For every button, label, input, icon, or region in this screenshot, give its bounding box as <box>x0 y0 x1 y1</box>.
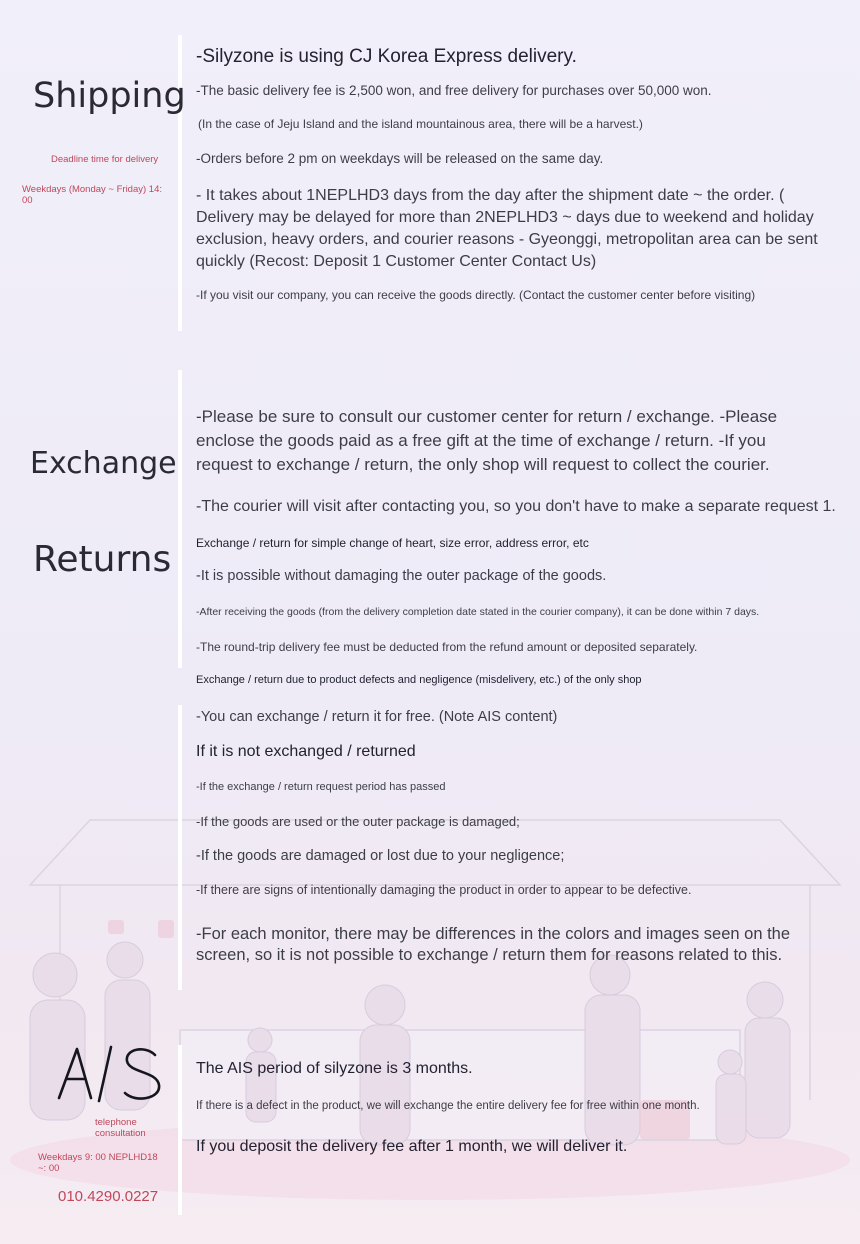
as-title-logo <box>55 1043 167 1105</box>
shipping-line-1: -Silyzone is using CJ Korea Express delivery. <box>196 46 577 67</box>
deadline-value: Weekdays (Monday ~ Friday) 14: 00 <box>22 184 163 206</box>
exchange-line-10: -If the exchange / return request period has passed <box>196 781 446 793</box>
exchange-line-9: If it is not exchanged / returned <box>196 743 416 760</box>
exchange-line-8: -You can exchange / return it for free. (Note AIS content) <box>196 709 558 725</box>
exchange-line-4: -It is possible without damaging the outer package of the goods. <box>196 568 607 584</box>
exchange-line-1: -Please be sure to consult our customer center for return / exchange. -Please enclose the goods paid as a free gift at the time of exchange / return. -If you request to exchange / return, the only shop will request to collect the courier. <box>196 407 778 474</box>
as-line-3: If you deposit the delivery fee after 1 month, we will deliver it. <box>196 1138 628 1155</box>
phone-label: telephone consultation <box>95 1117 146 1139</box>
exchange-line-2: -The courier will visit after contacting you, so you don't have to make a separate request 1. <box>196 498 836 515</box>
shipping-line-5: - It takes about 1NEPLHD3 days from the day after the shipment date ~ the order. ( Delivery may be delayed for more than 2NEPLHD3 ~ days due to weekend and holiday exclusion, heavy orders, and courier reasons - Gyeonggi, metropolitan area can be sent quickly (Recost: Deposit 1 Customer Center Contact Us) <box>196 187 818 270</box>
exchange-line-6: -The round-trip delivery fee must be deducted from the refund amount or deposited separately. <box>196 640 698 654</box>
phone-number[interactable]: 010.4290.0227 <box>58 1188 159 1205</box>
exchange-divider-lower <box>178 705 182 990</box>
exchange-line-13: -If there are signs of intentionally damaging the product in order to appear to be defective. <box>196 883 692 897</box>
shipping-line-2: -The basic delivery fee is 2,500 won, and free delivery for purchases over 50,000 won. <box>196 83 712 98</box>
exchange-line-14: -For each monitor, there may be differences in the colors and images seen on the screen, so it is not possible to exchange / return them for reasons related to this. <box>196 925 791 964</box>
exchange-line-3: Exchange / return for simple change of heart, size error, address error, etc <box>196 536 589 550</box>
exchange-title: Exchange <box>30 446 177 481</box>
exchange-line-5: -After receiving the goods (from the delivery completion date stated in the courier company), it can be done within 7 days. <box>196 606 760 618</box>
as-line-1: The AIS period of silyzone is 3 months. <box>196 1060 473 1077</box>
as-hours: Weekdays 9: 00 NEPLHD18 ~: 00 <box>38 1152 158 1174</box>
as-divider <box>178 1045 182 1215</box>
shipping-title: Shipping <box>33 76 186 116</box>
exchange-line-11: -If the goods are used or the outer package is damaged; <box>196 814 520 829</box>
shipping-line-3: (In the case of Jeju Island and the island mountainous area, there will be a harvest.) <box>198 117 643 131</box>
exchange-line-7: Exchange / return due to product defects and negligence (misdelivery, etc.) of the only shop <box>196 674 642 686</box>
returns-title: Returns <box>33 539 172 580</box>
shipping-line-4: -Orders before 2 pm on weekdays will be released on the same day. <box>196 151 604 166</box>
exchange-divider <box>178 370 182 668</box>
exchange-line-12: -If the goods are damaged or lost due to your negligence; <box>196 848 565 864</box>
as-line-2: If there is a defect in the product, we will exchange the entire delivery fee for free within one month. <box>196 1100 700 1112</box>
shipping-line-6: -If you visit our company, you can receive the goods directly. (Contact the customer center before visiting) <box>196 288 756 302</box>
deadline-label: Deadline time for delivery <box>51 154 159 165</box>
